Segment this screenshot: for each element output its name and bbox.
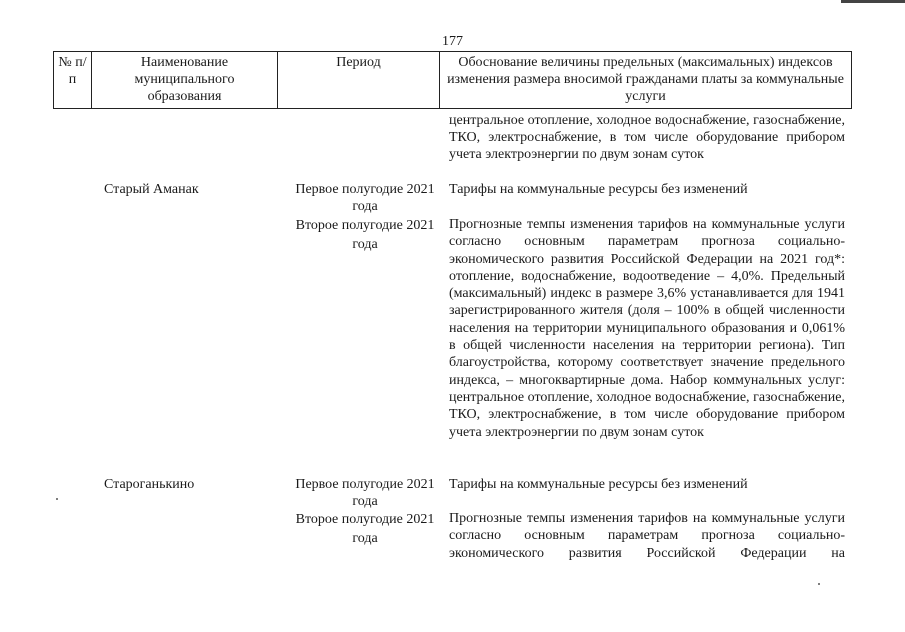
- table-header: [53, 51, 852, 109]
- period-second-half: Второе полугодие 2021 года: [295, 218, 435, 252]
- continuation-basis: центральное отопление, холодное водоснабжение, газоснабжение, ТКО, электроснабжение, в том числе оборудование прибором учета электроэнергии по двум зонам суток: [449, 113, 845, 163]
- scan-speck: [56, 498, 58, 500]
- scan-edge-mark: [841, 0, 905, 3]
- scan-speck: [818, 583, 820, 585]
- page-number: 177: [442, 34, 463, 49]
- period-first-half: Первое полугодие 2021 года: [295, 182, 435, 215]
- header-period: Период: [278, 52, 440, 109]
- basis-second-half: Прогнозные темпы изменения тарифов на коммунальные услуги согласно основным параметрам прогноза социально-экономического развития Российской Федерации на: [449, 511, 845, 561]
- header-basis: Обоснование величины предельных (максимальных) индексов изменения размера вносимой гражданами платы за коммунальные услуги: [440, 52, 852, 109]
- basis-first-half: Тарифы на коммунальные ресурсы без изменений: [449, 477, 748, 492]
- header-municipality: Наименование муниципального образования: [92, 52, 278, 109]
- basis-first-half: Тарифы на коммунальные ресурсы без изменений: [449, 182, 748, 197]
- header-number: № п/п: [54, 52, 92, 109]
- basis-second-half: Прогнозные темпы изменения тарифов на коммунальные услуги согласно основным параметрам прогноза социально-экономического развития Российской Федерации на 2021 год*: отопление, водоснабжение, водоотведение – 4,0%. Предельный (максимальный) индекс в размере 3,6% устанавливается для 1941 зарегистрированного жителя (доля – 100% в общей численности населения на территории муниципального образования и 0,061% в общей численности населения на территории региона). Тип благоустройства, которому соответствует значение предельного индекса, – многоквартирные дома. Набор коммунальных услуг: центральное отопление, холодное водоснабжение, газоснабжение, ТКО, электроснабжение, в том числе оборудование прибором учета электроэнергии по двум зонам суток: [449, 217, 845, 440]
- period-first-half: Первое полугодие 2021 года: [295, 477, 435, 510]
- municipality-name: Старый Аманак: [104, 182, 199, 197]
- period-second-half: Второе полугодие 2021 года: [295, 512, 435, 546]
- municipality-name: Староганькино: [104, 477, 195, 492]
